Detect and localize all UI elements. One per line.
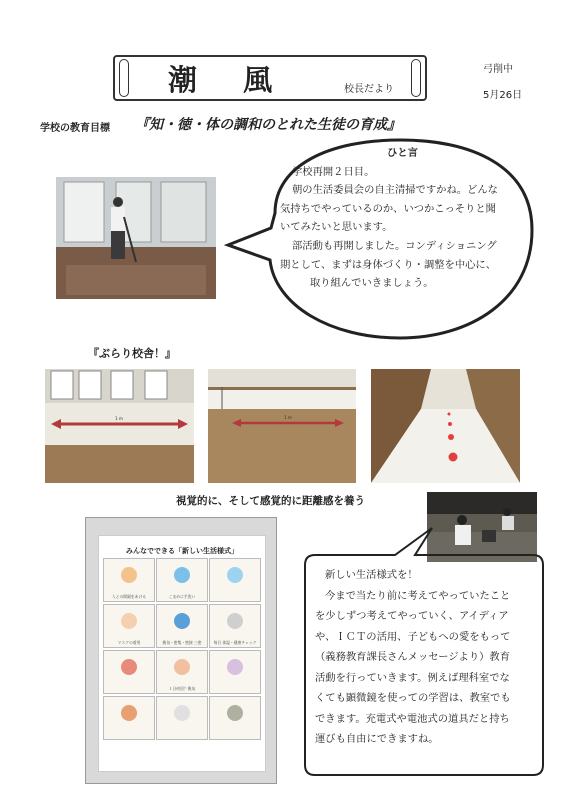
person-icon xyxy=(121,567,137,583)
poster-cell xyxy=(209,604,261,648)
poster-cell xyxy=(103,696,155,740)
poster-cell xyxy=(209,558,261,602)
robot-icon xyxy=(227,705,243,721)
poster-cell-label: 毎日 体温・健康チェック xyxy=(213,640,257,645)
poster-cell xyxy=(156,696,208,740)
new-style-line: を少しずつ考えてやっていく、アイディア xyxy=(315,610,509,622)
poster-cell-label: 人との間隔をあける xyxy=(111,594,147,599)
hitokoto-line: 学校再開２日目。 xyxy=(292,165,375,178)
hitokoto-heading: ひと言 xyxy=(387,147,418,159)
distance-caption: 視覚的に、そして感覚的に距離感を養う xyxy=(176,495,365,507)
newsletter-title: 潮 風 xyxy=(168,63,291,97)
new-style-heading: 新しい生活様式を！ xyxy=(325,569,418,581)
poster-cell xyxy=(156,604,208,648)
corridor-dots-photo xyxy=(371,369,520,483)
new-style-line: できます。充電式や電池式の道具だと持ち xyxy=(315,712,510,725)
newsletter-subtitle: 校長だより xyxy=(344,84,394,95)
hitokoto-line: 期として、まずは身体づくり・調整を中心に、 xyxy=(280,258,497,271)
wall-arrow-label: 1 m xyxy=(284,415,292,420)
poster-cell xyxy=(209,696,261,740)
issue-date: 5月26日 xyxy=(483,90,523,101)
new-style-line: くても顕微鏡を使っての学習は、教室でも xyxy=(315,692,511,704)
thermometer-icon xyxy=(227,613,243,629)
school-name: 弓削中 xyxy=(483,64,513,75)
new-style-line: や、ＩＣＴの活用、子どもへの愛をもって xyxy=(315,630,511,643)
poster-cell xyxy=(103,650,155,694)
poster-cell xyxy=(156,558,208,602)
hallway-wall-arrow-photo xyxy=(45,369,194,483)
new-style-line: 今まで当たり前に考えてやっていたこと xyxy=(325,589,511,602)
poster-cell-label: １日何回？換気 xyxy=(168,686,196,691)
hitokoto-line: いてみたいと思います。 xyxy=(280,221,393,234)
children-icon xyxy=(121,705,137,721)
poster-cell xyxy=(209,650,261,694)
handwash-icon xyxy=(174,567,190,583)
hitokoto-line: 朝の生活委員会の自主清掃ですかね。どんな xyxy=(292,184,498,197)
mask-icon xyxy=(121,613,137,629)
poster-sheet xyxy=(98,535,266,772)
hitokoto-line: 気持ちでやっているのか、いつかこっそりと聞 xyxy=(280,202,496,215)
new-style-text xyxy=(315,565,540,750)
new-style-line: 運びも自由にできますね。 xyxy=(315,733,439,745)
three-cs-icon xyxy=(174,613,190,629)
window-icon xyxy=(174,659,190,675)
new-style-line: 活動を行っていきます。例えば理科室でな xyxy=(315,671,510,684)
burari-heading: 『ぶらり校舎！』 xyxy=(88,347,176,360)
poster-cell-label: 換気・密集・密接 三密 xyxy=(162,640,202,645)
hitokoto-line: 取り組んでいきましょう。 xyxy=(310,277,434,290)
new-style-line: （義務教育課長さんメッセージより）教育 xyxy=(315,651,511,663)
poster-cell xyxy=(103,604,155,648)
poster-heading: みんなでできる「新しい生活様式」 xyxy=(126,547,238,555)
poster-cell-label: こまめに手洗い xyxy=(168,594,196,599)
hitokoto-line: 部活動も再開しました。コンディショニング xyxy=(292,239,497,252)
floor-arrow-label: 1 m xyxy=(115,416,123,421)
goal-label: 学校の教育目標 xyxy=(40,123,110,134)
educational-goal: 『知・徳・体の調和のとれた生徒の育成』 xyxy=(135,117,401,133)
cleaning-photo xyxy=(56,177,216,299)
hitokoto-text xyxy=(280,144,525,293)
no-touch-icon xyxy=(227,659,243,675)
toilet-icon xyxy=(174,705,190,721)
poster-cell-label: マスクの着用 xyxy=(117,640,141,645)
people-icon xyxy=(121,659,137,675)
wall-arrow-photo xyxy=(208,369,356,483)
sanitizer-icon xyxy=(227,567,243,583)
poster-cell xyxy=(156,650,208,694)
science-room-photo xyxy=(427,492,537,562)
poster-cell xyxy=(103,558,155,602)
new-lifestyle-poster xyxy=(85,517,277,784)
